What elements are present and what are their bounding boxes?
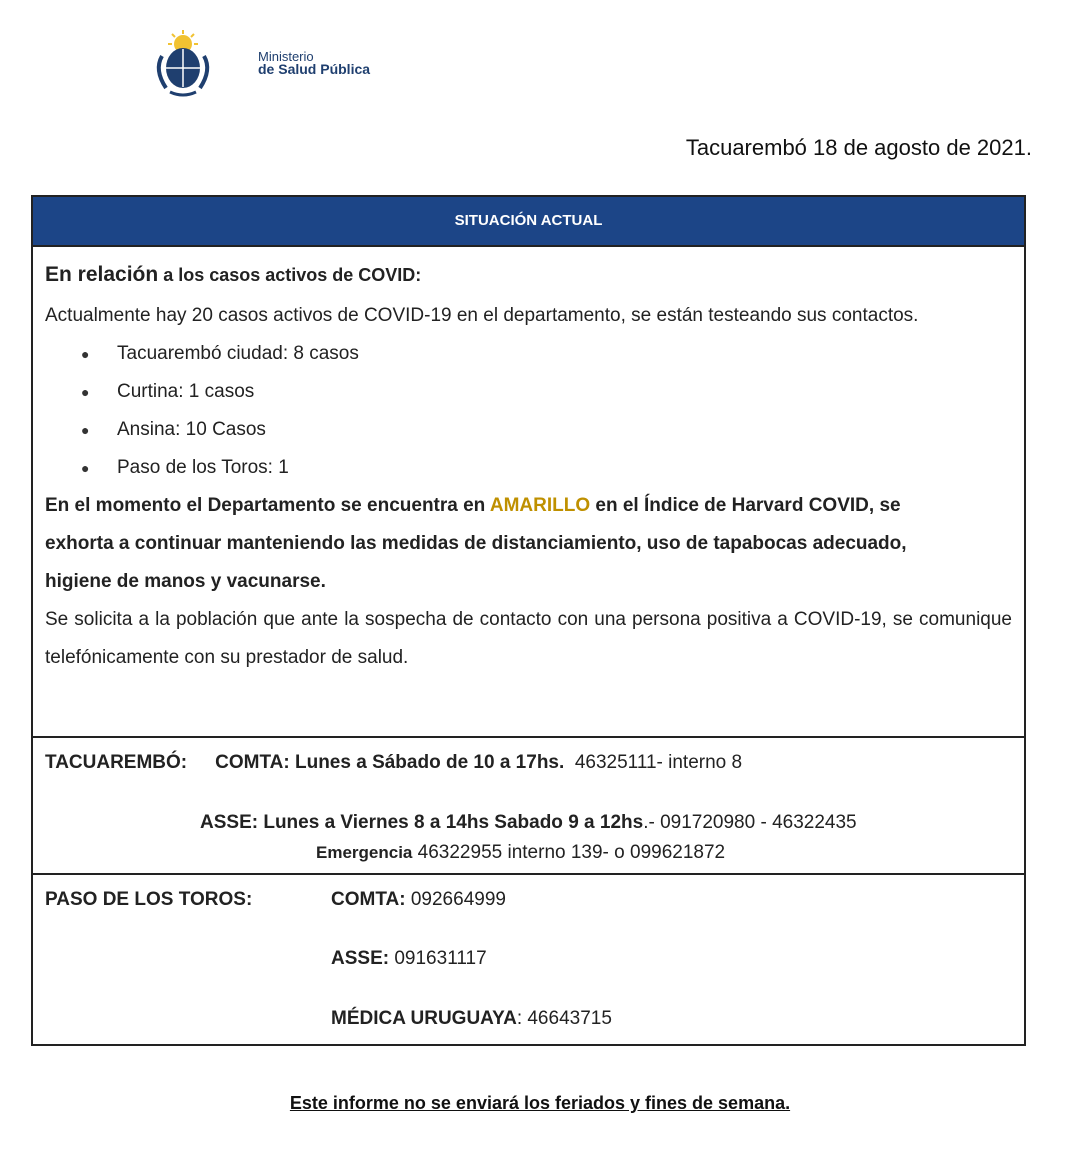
coat-of-arms-logo [148, 28, 218, 98]
paso-comta-phone: 092664999 [405, 889, 506, 910]
section-heading [45, 259, 1012, 291]
list-item: ● Ansina: 10 Casos [117, 411, 1012, 449]
tacuarembo-comta-phone: 46325111- interno 8 [574, 752, 743, 773]
list-item: ● Paso de los Toros: 1 [117, 449, 1012, 487]
paso-comta-line [331, 889, 506, 911]
situation-box [31, 195, 1026, 1046]
emergency-phone: 46322955 interno 139- o 099621872 [412, 842, 726, 863]
heading-rest: a los casos activos de COVID: [158, 265, 422, 285]
tacuarembo-label: TACUAREMBÓ: [45, 752, 188, 773]
ministry-line1: Ministerio [258, 49, 314, 64]
paso-medica-label: MÉDICA URUGUAYA [331, 1008, 517, 1029]
tacuarembo-comta-line [45, 752, 742, 774]
paso-asse-line [331, 948, 487, 970]
list-item: ● Curtina: 1 casos [117, 373, 1012, 411]
status-paragraph [45, 487, 945, 601]
status-pre: En el momento el Departamento se encuentra en [45, 495, 490, 516]
status-post: en el Índice de Harvard COVID, se exhorta a continuar manteniendo las medidas de distanciamiento, uso de tapabocas adecuado, higiene de manos y vacunarse. [45, 495, 907, 592]
paso-medica-line [331, 1008, 612, 1030]
heading-big: En relación [45, 263, 159, 286]
footer-note: Este informe no se enviará los feriados y fines de semana. [289, 1093, 791, 1113]
emergency-label: Emergencia [316, 843, 413, 862]
intro-paragraph: Actualmente hay 20 casos activos de COVID-19 en el departamento, se están testeando sus contactos. [45, 305, 919, 326]
list-item: ● Tacuarembó ciudad: 8 casos [117, 335, 1012, 373]
box-title: SITUACIÓN ACTUAL [33, 197, 1024, 247]
status-color-word: AMARILLO [489, 495, 591, 516]
tacuarembo-asse-hours: ASSE: Lunes a Viernes 8 a 14hs Sabado 9 a 12hs [200, 812, 644, 833]
paso-section [33, 875, 1024, 1044]
paso-medica-phone: : 46643715 [516, 1008, 612, 1029]
paso-label: PASO DE LOS TOROS: [45, 889, 253, 910]
cases-list [45, 335, 1012, 487]
paso-asse-label: ASSE: [331, 948, 390, 969]
tacuarembo-emergency-line [316, 842, 725, 864]
tacuarembo-section [33, 738, 1024, 875]
ministry-name [258, 50, 370, 76]
situation-section [33, 247, 1024, 738]
report-date: Tacuarembó 18 de agosto de 2021. [685, 135, 1032, 160]
tacuarembo-comta-hours: COMTA: Lunes a Sábado de 10 a 17hs. [215, 752, 565, 773]
tacuarembo-asse-line [200, 812, 857, 834]
paso-comta-label: COMTA: [331, 889, 406, 910]
tacuarembo-asse-phone: .- 091720980 - 46322435 [643, 812, 857, 833]
ministry-line2: de Salud Pública [258, 61, 371, 77]
request-paragraph: Se solicita a la población que ante la sospecha de contacto con una persona positiva a COVID-19, se comunique telefónicamente con su prestador de salud. [45, 609, 1012, 668]
paso-asse-phone: 091631117 [389, 948, 487, 969]
